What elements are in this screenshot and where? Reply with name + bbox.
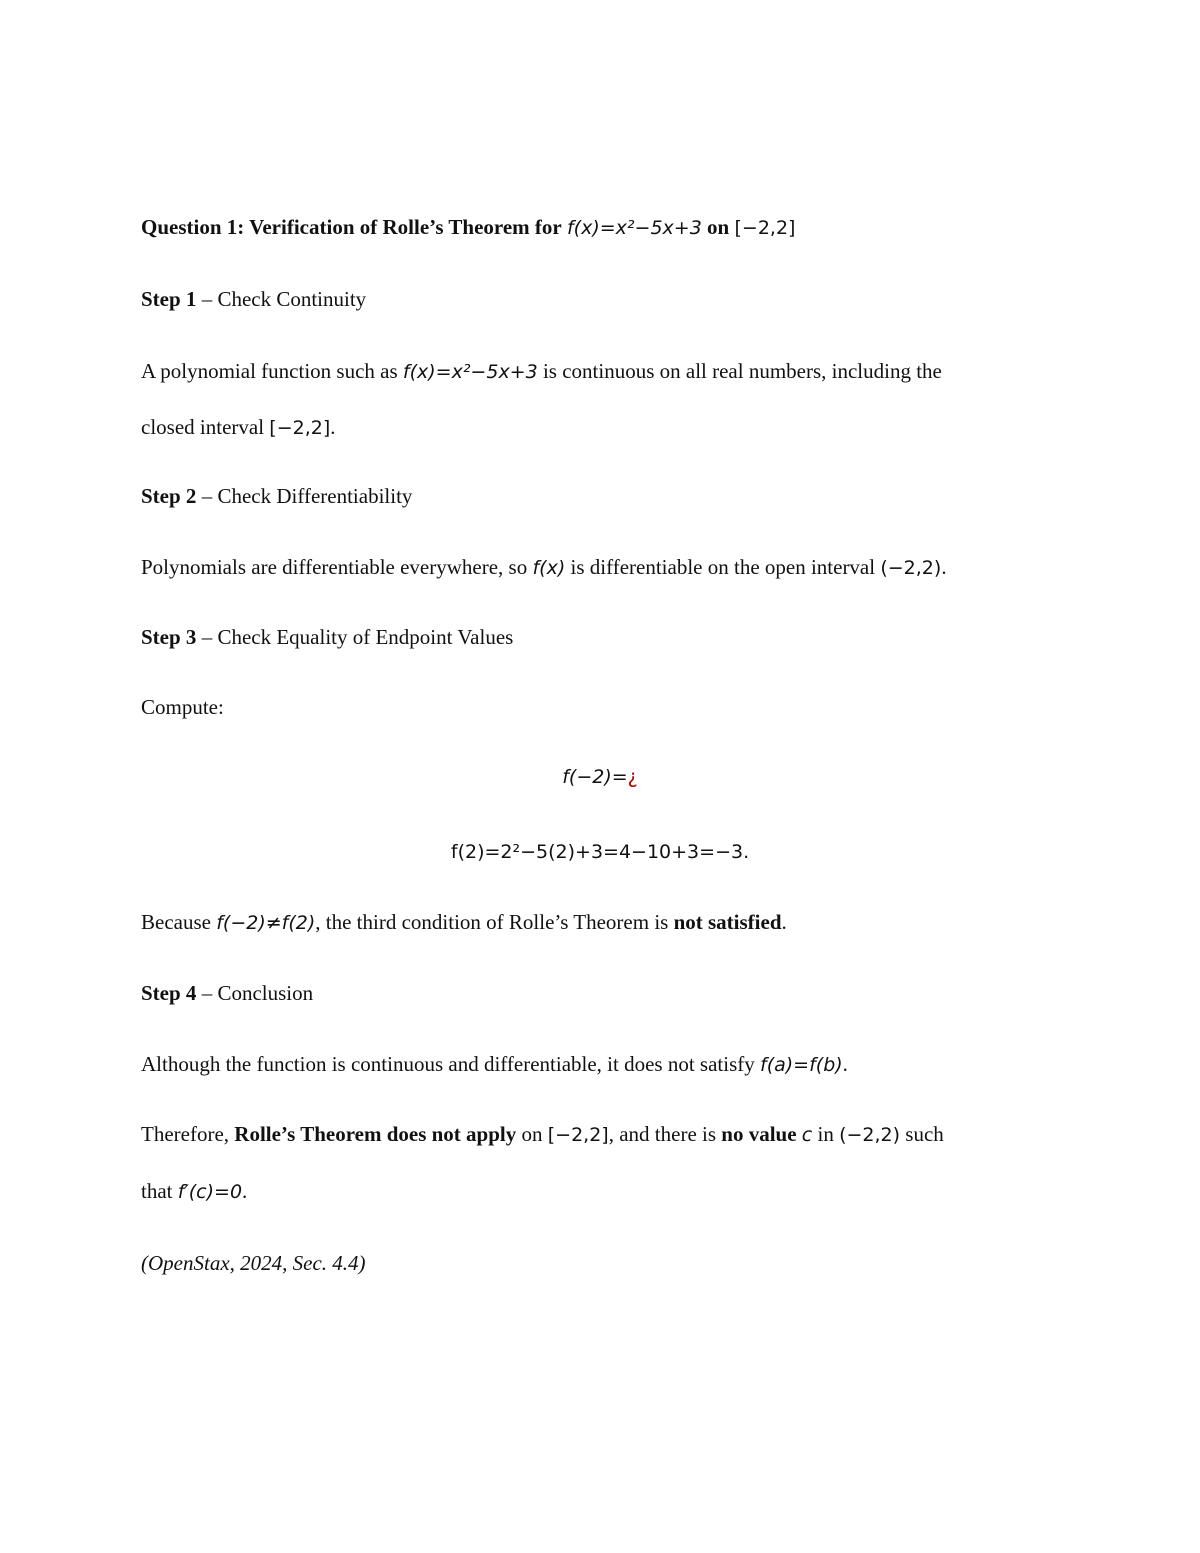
step-heading: Check Differentiability xyxy=(217,484,413,508)
step-label: Step 4 xyxy=(141,981,197,1005)
step-heading: Check Continuity xyxy=(217,287,367,311)
text: , and there is xyxy=(608,1122,717,1146)
paragraph-therefore xyxy=(141,1120,944,1149)
step-label: Step 1 xyxy=(141,287,197,311)
math-interval: (−2,2) xyxy=(880,557,942,579)
equation-error-glyph: ¿ xyxy=(627,766,638,788)
text: . xyxy=(781,910,787,934)
math-interval: [−2,2] xyxy=(547,1124,609,1146)
title-interval: [−2,2] xyxy=(734,217,796,239)
question-title xyxy=(141,213,795,242)
title-function: f(x)=x²−5x+3 xyxy=(566,217,702,239)
text: on xyxy=(521,1122,543,1146)
math-interval: [−2,2] xyxy=(269,417,331,439)
text: Polynomials are differentiable everywhere, so xyxy=(141,555,528,579)
math-derivative: f′(c)=0 xyxy=(177,1181,243,1203)
text: Although the function is continuous and differentiable, it does not satisfy xyxy=(141,1052,755,1076)
equation-lhs: f(−2)= xyxy=(562,766,628,788)
text: . xyxy=(842,1052,848,1076)
dash: – xyxy=(196,981,218,1005)
text: is differentiable on the open interval xyxy=(570,555,876,579)
math-equality: f(a)=f(b) xyxy=(760,1054,843,1076)
equation-f-2: f(2)=2²−5(2)+3=4−10+3=−3. xyxy=(450,841,750,863)
paragraph-differentiability xyxy=(141,553,947,582)
text: . xyxy=(242,1179,248,1203)
math-interval: (−2,2) xyxy=(839,1124,901,1146)
text: is continuous on all real numbers, including the xyxy=(542,359,942,383)
paragraph-conclusion xyxy=(141,1050,848,1079)
dash: – xyxy=(196,287,218,311)
bold-text: not satisfied xyxy=(673,910,782,934)
math-inequality: f(−2)≠f(2) xyxy=(216,912,316,934)
text: closed interval xyxy=(141,415,265,439)
bold-text: no value xyxy=(721,1122,797,1146)
math-function: f(x)=x²−5x+3 xyxy=(402,361,538,383)
text: Therefore, xyxy=(141,1122,230,1146)
text: Because xyxy=(141,910,211,934)
text: , the third condition of Rolle’s Theorem is xyxy=(315,910,669,934)
text: that xyxy=(141,1179,173,1203)
step-3-heading xyxy=(141,623,513,651)
dash: – xyxy=(196,484,218,508)
text: A polynomial function such as xyxy=(141,359,398,383)
step-4-heading xyxy=(141,979,313,1007)
text: . xyxy=(330,415,336,439)
text: such xyxy=(905,1122,944,1146)
text: in xyxy=(817,1122,834,1146)
step-1-heading xyxy=(141,285,366,313)
equation-f-minus-2 xyxy=(0,763,1200,791)
citation: (OpenStax, 2024, Sec. 4.4) xyxy=(141,1251,366,1275)
paragraph-continuity-cont xyxy=(141,413,336,442)
text: . xyxy=(941,555,947,579)
step-heading: Conclusion xyxy=(217,981,314,1005)
bold-text: Rolle’s Theorem does not apply xyxy=(234,1122,517,1146)
step-2-heading xyxy=(141,482,412,510)
paragraph-continuity xyxy=(141,357,942,386)
math-variable: c xyxy=(801,1124,813,1146)
paragraph-therefore-cont xyxy=(141,1177,247,1206)
compute-label: Compute: xyxy=(141,695,224,719)
title-on: on xyxy=(707,215,730,239)
dash: – xyxy=(196,625,218,649)
step-heading: Check Equality of Endpoint Values xyxy=(217,625,514,649)
math-function: f(x) xyxy=(532,557,566,579)
paragraph-endpoint-comparison xyxy=(141,908,787,937)
step-label: Step 2 xyxy=(141,484,197,508)
step-label: Step 3 xyxy=(141,625,197,649)
title-text: Question 1: Verification of Rolle’s Theorem for xyxy=(141,215,562,239)
